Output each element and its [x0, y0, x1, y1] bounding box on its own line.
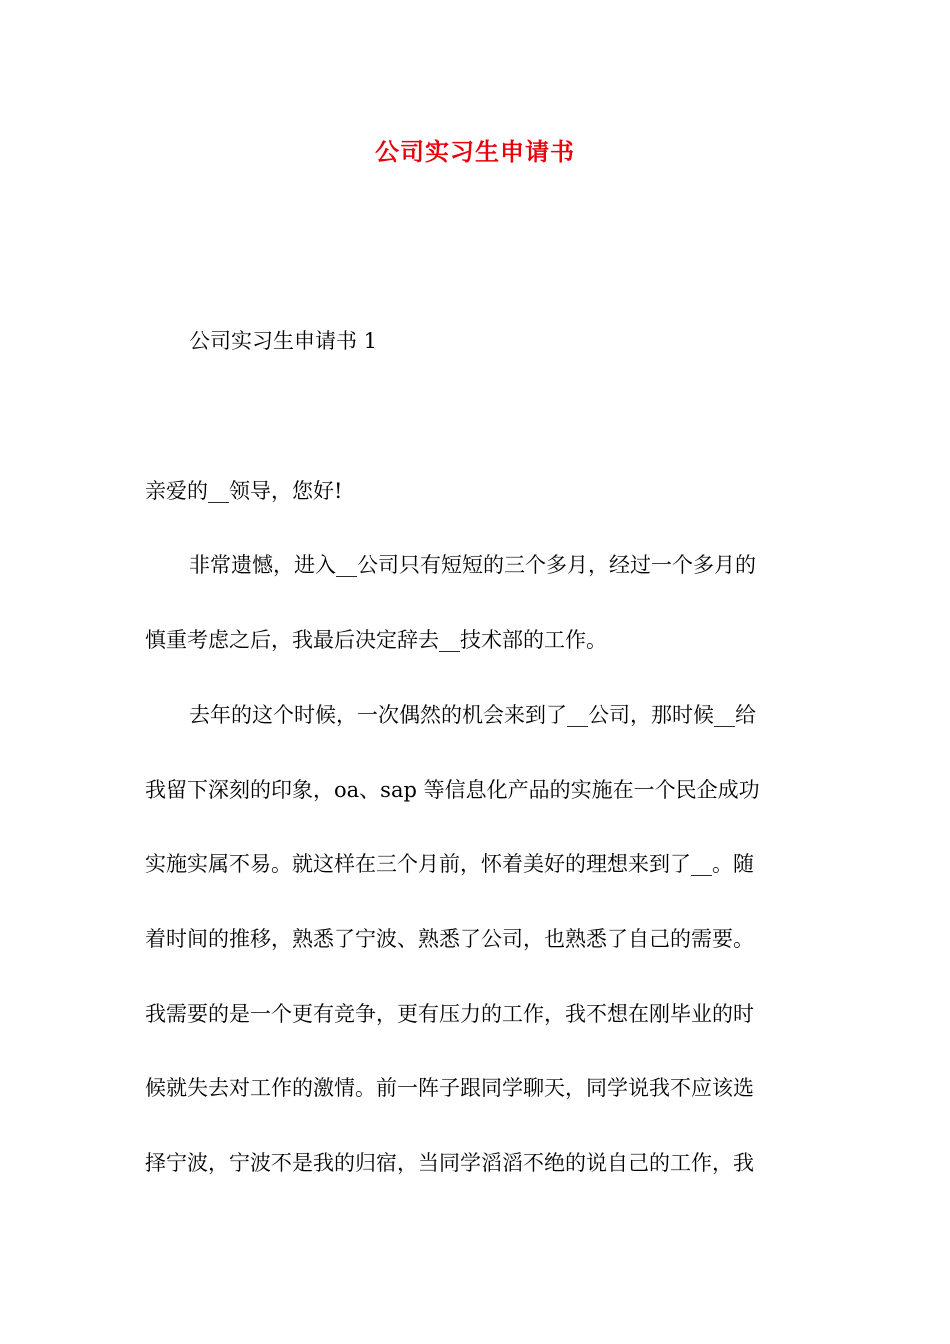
paragraph-line-2: 慎重考虑之后，我最后决定辞去__技术部的工作。: [145, 628, 607, 652]
paragraph-line-4: 我留下深刻的印象，oa、sap 等信息化产品的实施在一个民企成功: [145, 778, 760, 802]
paragraph-line-3: 去年的这个时候，一次偶然的机会来到了__公司，那时候__给: [189, 703, 756, 727]
paragraph-line-6: 着时间的推移，熟悉了宁波、熟悉了公司，也熟悉了自己的需要。: [145, 927, 754, 951]
paragraph-line-9: 择宁波，宁波不是我的归宿，当同学滔滔不绝的说自己的工作，我: [145, 1151, 754, 1175]
paragraph-line-5: 实施实属不易。就这样在三个月前，怀着美好的理想来到了__。随: [145, 852, 754, 876]
paragraph-line-8: 候就失去对工作的激情。前一阵子跟同学聊天，同学说我不应该选: [145, 1076, 754, 1100]
paragraph-line-7: 我需要的是一个更有竞争，更有压力的工作，我不想在刚毕业的时: [145, 1002, 754, 1026]
document-title: 公司实习生申请书: [375, 138, 575, 166]
greeting-line: 亲爱的__领导，您好!: [145, 479, 343, 503]
section-heading: 公司实习生申请书 1: [189, 329, 378, 353]
paragraph-line-1: 非常遗憾，进入__公司只有短短的三个多月，经过一个多月的: [189, 553, 756, 577]
